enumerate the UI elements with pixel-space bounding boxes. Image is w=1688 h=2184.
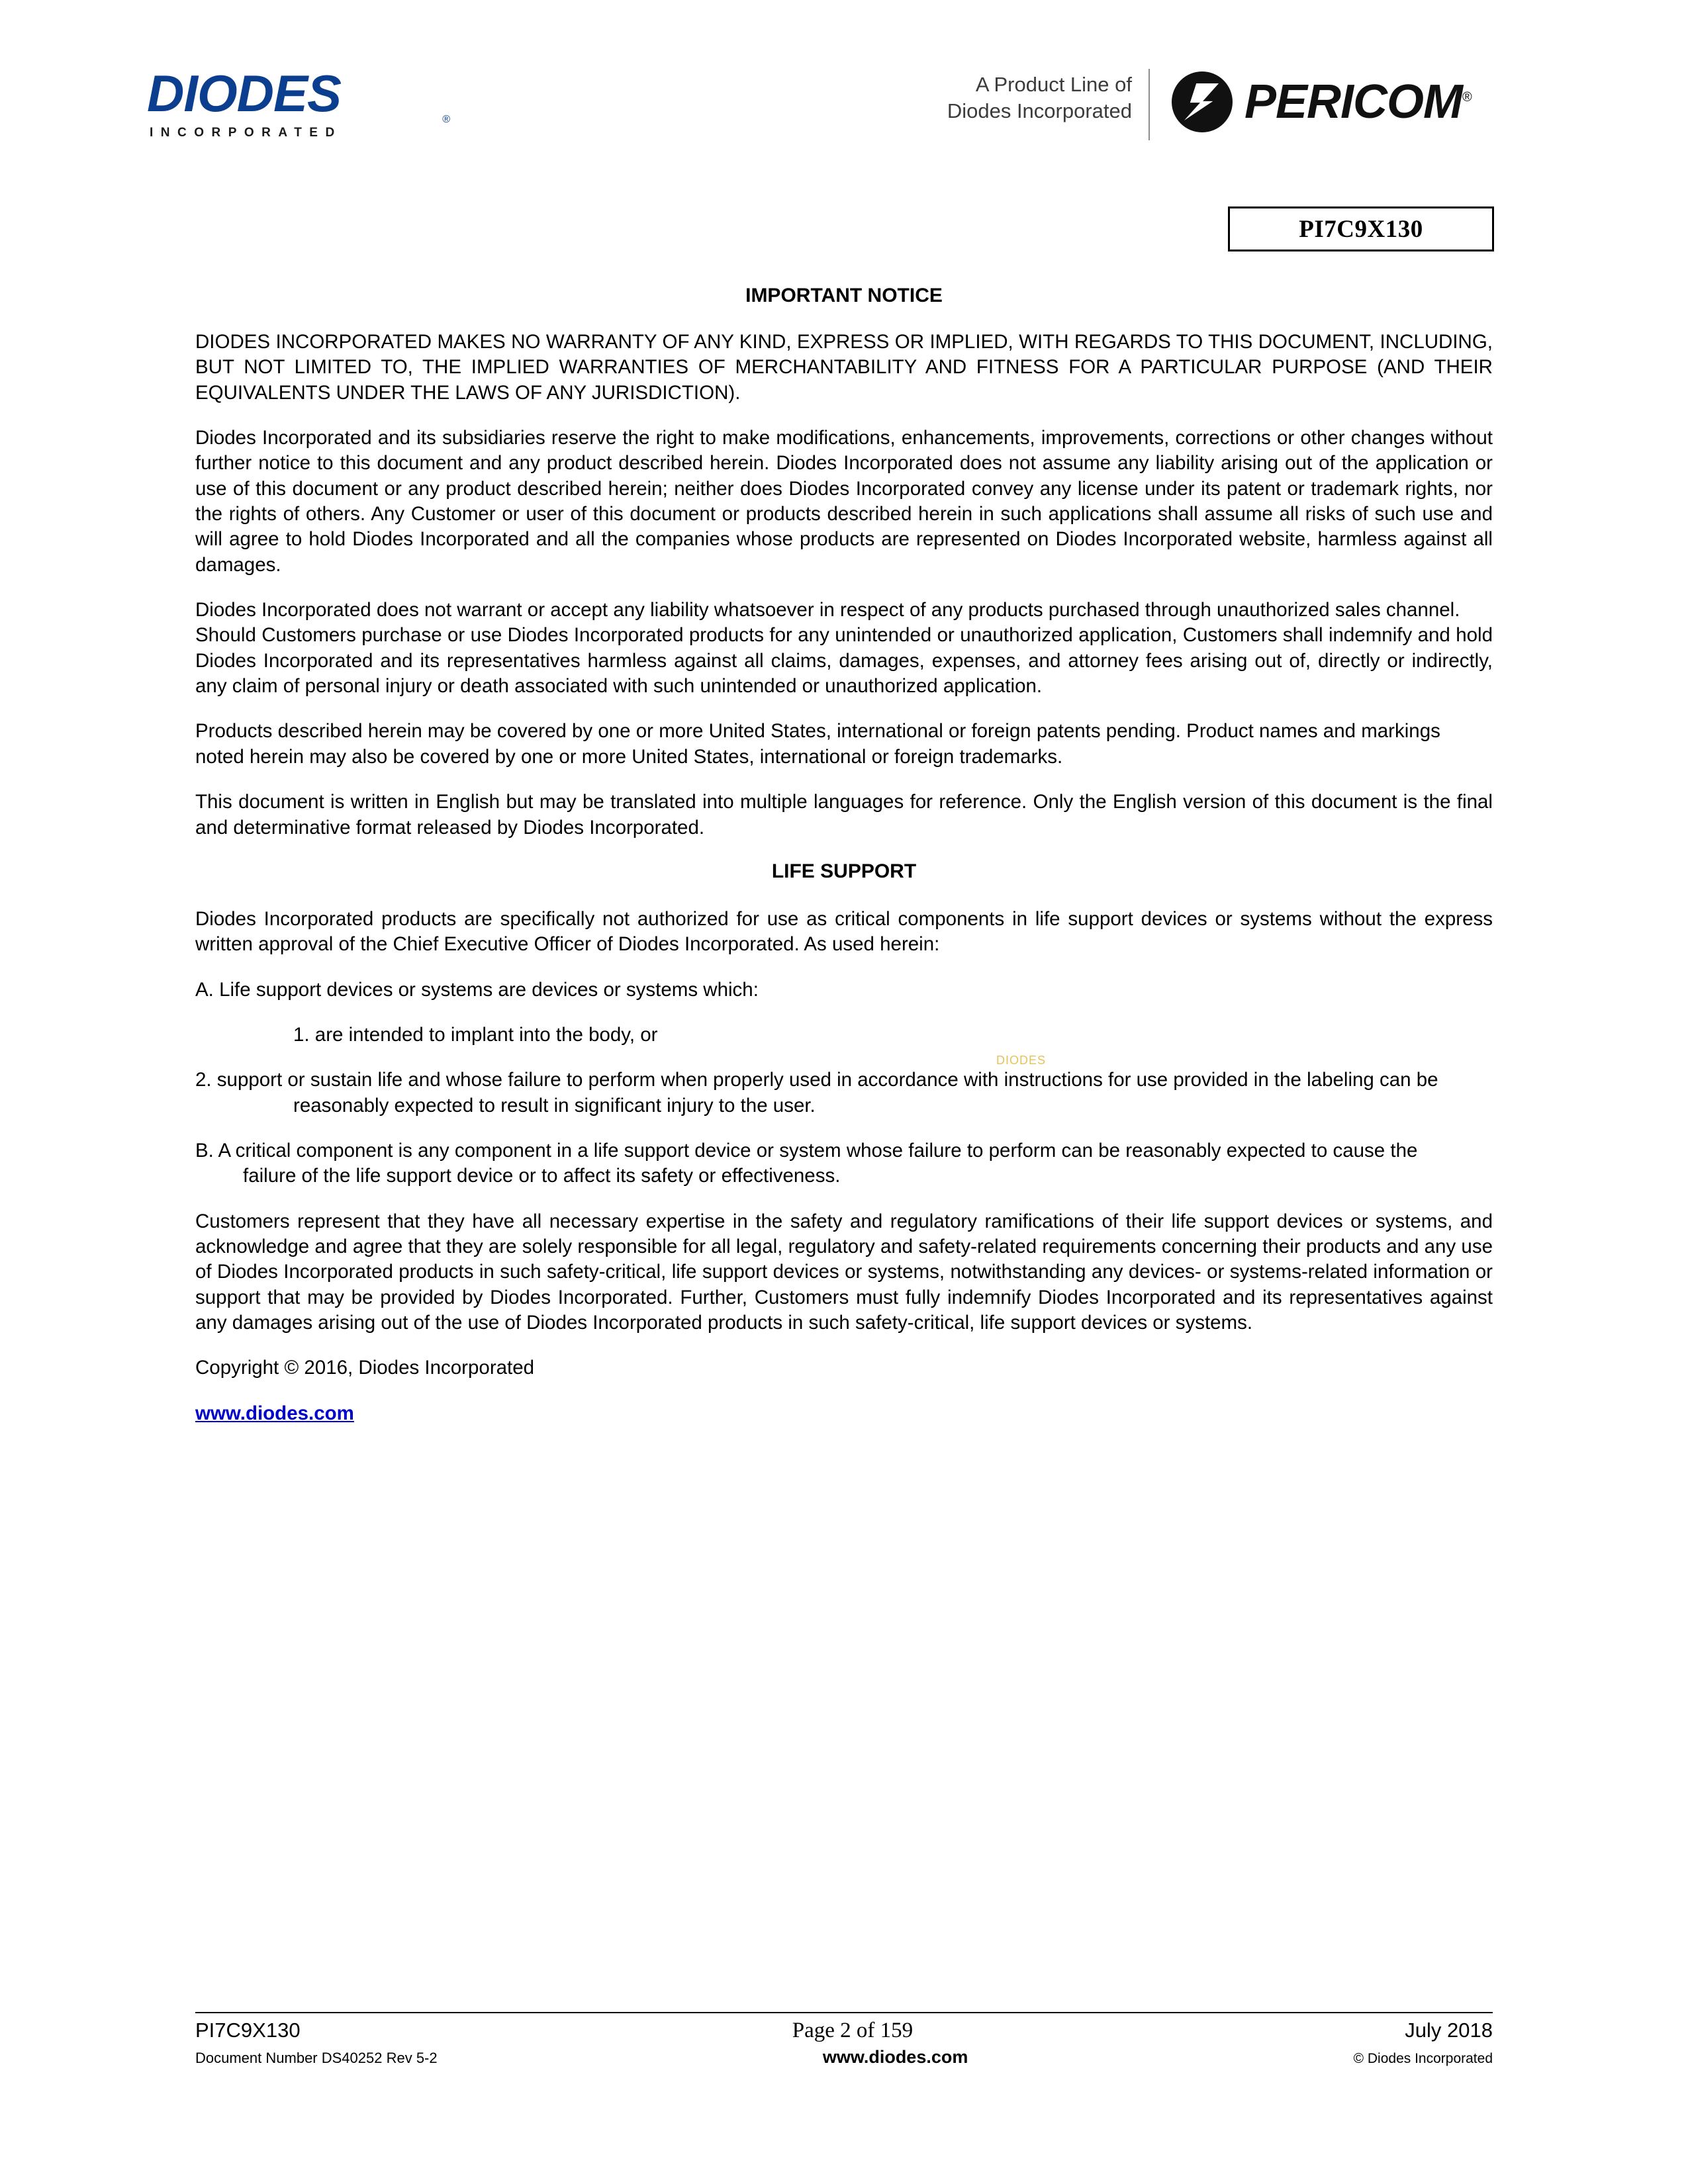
page-content [195,285,1493,1446]
footer-website[interactable]: www.diodes.com [822,2047,968,2067]
notice-paragraph-4: Should Customers purchase or use Diodes Incorporated products for any unintended or unauthorized application, Customers shall indemnify and hold Diodes Incorporated and its representatives harmless against all claims, damages, expenses, and attorney fees arising out of, directly or indirectly, any claim of personal injury or death associated with such unintended or unauthorized application. [195,624,1493,698]
page-footer [195,2012,1493,2068]
pericom-wordmark-text: PERICOM [1244,75,1463,128]
notice-paragraph-5: Products described herein may be covered by one or more United States, international or foreign patents pending. Product names and markings noted herein may also be covered by one or more United States, international or foreign trademarks. [195,720,1440,768]
footer-document-number: Document Number DS40252 Rev 5-2 [195,2050,438,2066]
registered-trademark-icon: ® [442,114,450,125]
footer-date: July 2018 [1405,2019,1493,2042]
notice-paragraph-2: Diodes Incorporated and its subsidiaries reserve the right to make modifications, enhancements, improvements, corrections or other changes without further notice to this document and any product described herein. Diodes Incorporated does not assume any liability arising out of the application or use of this document or any product described herein; neither does Diodes Incorporated convey any license under its patent or trademark rights, nor the rights of others. Any Customer or user of this document or products described herein in such applications shall assume all risks of such use and will agree to hold Diodes Incorporated and all the companies whose products are represented on Diodes Incorporated website, harmless against all damages. [195,427,1493,576]
life-support-paragraph-2: Customers represent that they have all necessary expertise in the safety and regulatory ramifications of their life support devices or systems, and acknowledge and agree that they are solely responsible for all legal, regulatory and safety-related requirements concerning their products and any use of Diodes Incorporated products in such safety-critical, life support devices or systems, notwithstanding any devices- or systems-related information or support that may be provided by Diodes Incorporated. Further, Customers must fully indemnify Diodes Incorporated and its representatives against any damages arising out of the use of Diodes Incorporated products in such safety-critical, life support devices or systems. [195,1210,1493,1334]
footer-row-secondary [195,2047,1493,2068]
life-support-paragraph-1: Diodes Incorporated products are specifically not authorized for use as critical components in life support devices or systems without the express written approval of the Chief Executive Officer of Diodes Incorporated. As used herein: [195,907,1493,956]
pericom-logo [1172,71,1472,132]
life-support-item-b: B. A critical component is any component in a life support device or system whose failure to perform can be reasonably expected to cause the [195,1139,1418,1161]
product-line-label-2: Diodes Incorporated [947,99,1132,122]
diodes-logo-subtext: INCORPORATED [150,126,342,140]
life-support-item-a1: 1. are intended to implant into the body, or [293,1023,658,1046]
header-divider [1149,69,1150,140]
notice-paragraph-1: DIODES INCORPORATED MAKES NO WARRANTY OF ANY KIND, EXPRESS OR IMPLIED, WITH REGARDS TO THIS DOCUMENT, INCLUDING, BUT NOT LIMITED TO, THE IMPLIED WARRANTIES OF MERCHANTABILITY AND FITNESS FOR A PARTICULAR PURPOSE (AND THEIR EQUIVALENTS UNDER THE LAWS OF ANY JURISDICTION). [195,331,1493,404]
important-notice-title: IMPORTANT NOTICE [745,285,943,306]
footer-page-number: Page 2 of 159 [792,2019,914,2042]
footer-row-primary [195,2019,1493,2043]
life-support-title: LIFE SUPPORT [771,860,917,882]
diodes-logo-wordmark: DIODES [147,64,342,122]
notice-paragraph-6: This document is written in English but may be translated into multiple languages for reference. Only the English version of this document is the final and determinative format released by Diodes Incorporated. [195,791,1493,839]
pericom-lightning-icon [1172,71,1233,132]
notice-paragraph-3: Diodes Incorporated does not warrant or accept any liability whatsoever in respect of any products purchased through unauthorized sales channel. [195,599,1460,621]
life-support-item-b-continued: failure of the life support device or to affect its safety or effectiveness. [243,1165,841,1187]
footer-divider [195,2012,1493,2013]
diodes-website-link[interactable]: www.diodes.com [195,1402,354,1424]
pericom-wordmark [1244,75,1472,129]
part-number-box [1228,206,1494,251]
product-line-text [920,71,1132,124]
life-support-item-a: A. Life support devices or systems are devices or systems which: [195,978,759,1001]
part-number-label: PI7C9X130 [1299,215,1423,243]
product-line-label-1: A Product Line of [975,73,1132,96]
pericom-registered-icon: ® [1462,90,1472,105]
diodes-logo [147,64,458,140]
copyright-line: Copyright © 2016, Diodes Incorporated [195,1357,535,1379]
website-link-paragraph [195,1401,1493,1426]
watermark-text: DIODES [996,1054,1047,1067]
life-support-item-a2: 2. support or sustain life and whose failure to perform when properly used in accordance with instructions for use provided in the labeling can be reasonably expected to result in significant injury to the user. [195,1069,1438,1116]
page-header [0,53,1688,243]
footer-part-number: PI7C9X130 [195,2019,301,2042]
footer-copyright: © Diodes Incorporated [1353,2051,1493,2066]
